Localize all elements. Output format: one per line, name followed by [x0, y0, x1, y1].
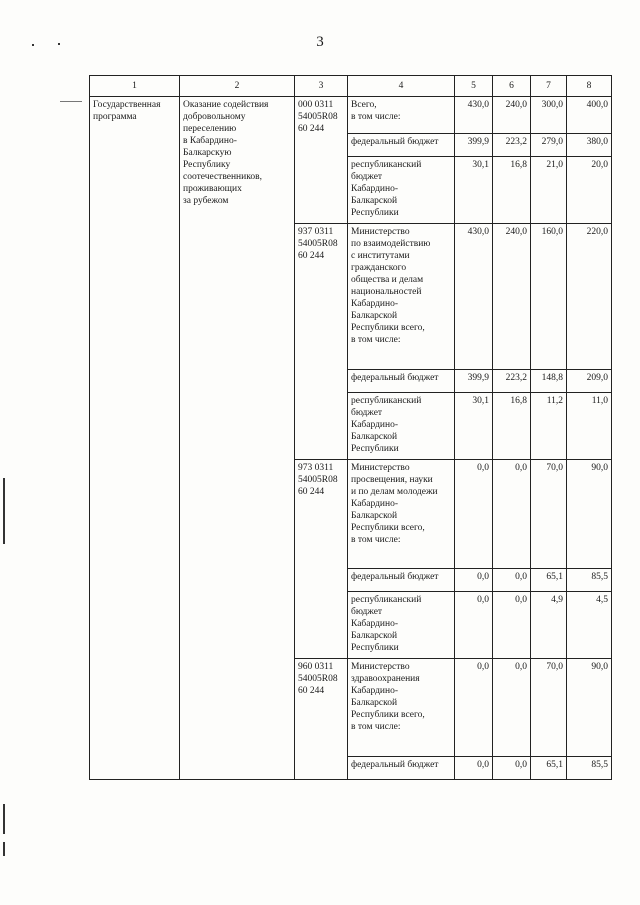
value-cell: 160,0 [531, 224, 567, 370]
value-cell: 85,5 [567, 569, 612, 592]
value-cell: 16,8 [493, 157, 531, 224]
value-cell: 21,0 [531, 157, 567, 224]
label-cell: республиканский бюджет Кабардино- Балкарской Республики [348, 157, 455, 224]
label-cell: федеральный бюджет [348, 757, 455, 780]
value-cell: 4,9 [531, 592, 567, 659]
value-cell: 209,0 [567, 369, 612, 392]
value-cell: 11,2 [531, 392, 567, 459]
value-cell: 70,0 [531, 459, 567, 569]
column-header: 6 [493, 76, 531, 97]
value-cell: 240,0 [493, 97, 531, 134]
scan-bar [3, 842, 5, 856]
value-cell: 30,1 [455, 392, 493, 459]
value-cell: 279,0 [531, 134, 567, 157]
label-cell: Министерство по взаимодействию с институтами гражданского общества и делам национальностей Кабардино- Балкарской Республики всего, в том числе: [348, 224, 455, 370]
page-number: 3 [316, 34, 324, 50]
label-cell: Министерство просвещения, науки и по делам молодежи Кабардино- Балкарской Республики всего, в том числе: [348, 459, 455, 569]
header-row [90, 76, 612, 97]
value-cell: 148,8 [531, 369, 567, 392]
value-cell: 70,0 [531, 659, 567, 757]
label-cell: федеральный бюджет [348, 569, 455, 592]
code-cell: 960 0311 54005R08 60 244 [295, 659, 348, 780]
value-cell: 399,9 [455, 134, 493, 157]
value-cell: 11,0 [567, 392, 612, 459]
value-cell: 0,0 [455, 659, 493, 757]
code-cell: 973 0311 54005R08 60 244 [295, 459, 348, 659]
value-cell: 430,0 [455, 97, 493, 134]
value-cell: 399,9 [455, 369, 493, 392]
value-cell: 20,0 [567, 157, 612, 224]
value-cell: 0,0 [455, 592, 493, 659]
column-header: 7 [531, 76, 567, 97]
code-cell: 000 0311 54005R08 60 244 [295, 97, 348, 224]
measure-cell: Оказание содействия добровольному переселению в Кабардино- Балкарскую Республику соотечественников, проживающих за рубежом [180, 97, 295, 780]
value-cell: 380,0 [567, 134, 612, 157]
value-cell: 223,2 [493, 134, 531, 157]
value-cell: 30,1 [455, 157, 493, 224]
value-cell: 0,0 [455, 757, 493, 780]
value-cell: 90,0 [567, 659, 612, 757]
label-cell: Министерство здравоохранения Кабардино- Балкарской Республики всего, в том числе: [348, 659, 455, 757]
value-cell: 400,0 [567, 97, 612, 134]
code-cell: 937 0311 54005R08 60 244 [295, 224, 348, 460]
budget-table [89, 75, 612, 780]
value-cell: 65,1 [531, 569, 567, 592]
column-header: 4 [348, 76, 455, 97]
value-cell: 0,0 [493, 757, 531, 780]
scan-dot [58, 43, 60, 45]
scan-dash [60, 101, 82, 102]
column-header: 2 [180, 76, 295, 97]
value-cell: 0,0 [493, 459, 531, 569]
scan-dot [32, 44, 34, 46]
value-cell: 0,0 [455, 569, 493, 592]
scan-bar [3, 804, 5, 834]
label-cell: федеральный бюджет [348, 134, 455, 157]
value-cell: 0,0 [455, 459, 493, 569]
value-cell: 0,0 [493, 659, 531, 757]
value-cell: 16,8 [493, 392, 531, 459]
column-header: 1 [90, 76, 180, 97]
value-cell: 220,0 [567, 224, 612, 370]
value-cell: 0,0 [493, 569, 531, 592]
column-header: 8 [567, 76, 612, 97]
value-cell: 4,5 [567, 592, 612, 659]
value-cell: 300,0 [531, 97, 567, 134]
value-cell: 240,0 [493, 224, 531, 370]
table-row [90, 97, 612, 134]
value-cell: 85,5 [567, 757, 612, 780]
scan-bar [3, 478, 5, 544]
value-cell: 0,0 [493, 592, 531, 659]
program-cell: Государственная программа [90, 97, 180, 780]
value-cell: 65,1 [531, 757, 567, 780]
label-cell: Всего, в том числе: [348, 97, 455, 134]
value-cell: 223,2 [493, 369, 531, 392]
label-cell: федеральный бюджет [348, 369, 455, 392]
label-cell: республиканский бюджет Кабардино- Балкарской Республики [348, 392, 455, 459]
value-cell: 430,0 [455, 224, 493, 370]
value-cell: 90,0 [567, 459, 612, 569]
column-header: 5 [455, 76, 493, 97]
column-header: 3 [295, 76, 348, 97]
label-cell: республиканский бюджет Кабардино- Балкарской Республики [348, 592, 455, 659]
